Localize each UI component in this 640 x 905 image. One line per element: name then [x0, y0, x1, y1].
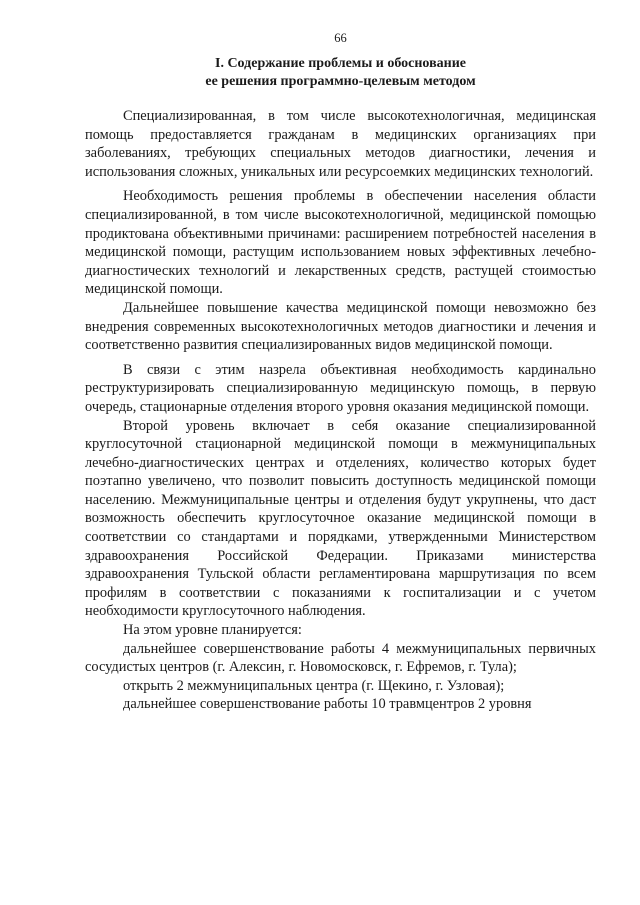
paragraph-4: В связи с этим назрела объективная необходимость кардинально реструктуризировать специализированную медицинскую помощь, в первую очередь, стационарные отделения второго уровня оказания медицинской помощи.: [85, 361, 596, 415]
section-heading-line-1: I. Содержание проблемы и обоснование: [215, 56, 466, 71]
paragraph-2: Необходимость решения проблемы в обеспечении населения области специализированной, в том числе высокотехнологичной, медицинской помощью продиктована объективными причинами: расширением потребностей населения в медицинской помощи, растущим использованием новых эффективных лечебно-диагностических технологий и лекарственных средств, растущей стоимостью медицинской помощи.: [85, 188, 596, 298]
section-heading: [85, 55, 596, 91]
page-number: 66: [334, 31, 347, 45]
paragraph-5: Второй уровень включает в себя оказание специализированной круглосуточной стационарной медицинской помощи в межмуниципальных лечебно-диагностических центрах и отделениях, количество которых будет поэтапно увеличено, что позволит повысить доступность медицинской помощи населению. Межмуниципальные центры и отделения будут укрупнены, что даст возможность обеспечить круглосуточное оказание медицинской помощи в соответствии со стандартами и порядками, утвержденными Министерством здравоохранения Российской Федерации. Приказами министерства здравоохранения Тульской области регламентирована маршрутизация по всем профилям в соответствии с показаниями к госпитализации и с учетом необходимости круглосуточного наблюдения.: [85, 417, 596, 620]
section-heading-line-2: ее решения программно-целевым методом: [205, 74, 476, 89]
list-item-2: открыть 2 межмуниципальных центра (г. Щекино, г. Узловая);: [123, 677, 505, 694]
list-item-1: дальнейшее совершенствование работы 4 межмуниципальных первичных сосудистых центров (г. Алексин, г. Новомосковск, г. Ефремов, г. Тула);: [85, 640, 596, 676]
paragraph-6: На этом уровне планируется:: [123, 622, 302, 639]
document-body: [85, 107, 596, 714]
paragraph-3: Дальнейшее повышение качества медицинской помощи невозможно без внедрения современных высокотехнологичных методов диагностики и лечения и соответственно развития специализированных видов медицинской помощи.: [85, 299, 596, 354]
list-item-3: дальнейшее совершенствование работы 10 травмцентров 2 уровня: [123, 696, 532, 713]
paragraph-1: Специализированная, в том числе высокотехнологичная, медицинская помощь предоставляется гражданам в медицинских организациях при заболеваниях, требующих специальных методов диагностики, лечения и использования сложных, уникальных или ресурсоемких медицинских технологий.: [85, 108, 596, 180]
